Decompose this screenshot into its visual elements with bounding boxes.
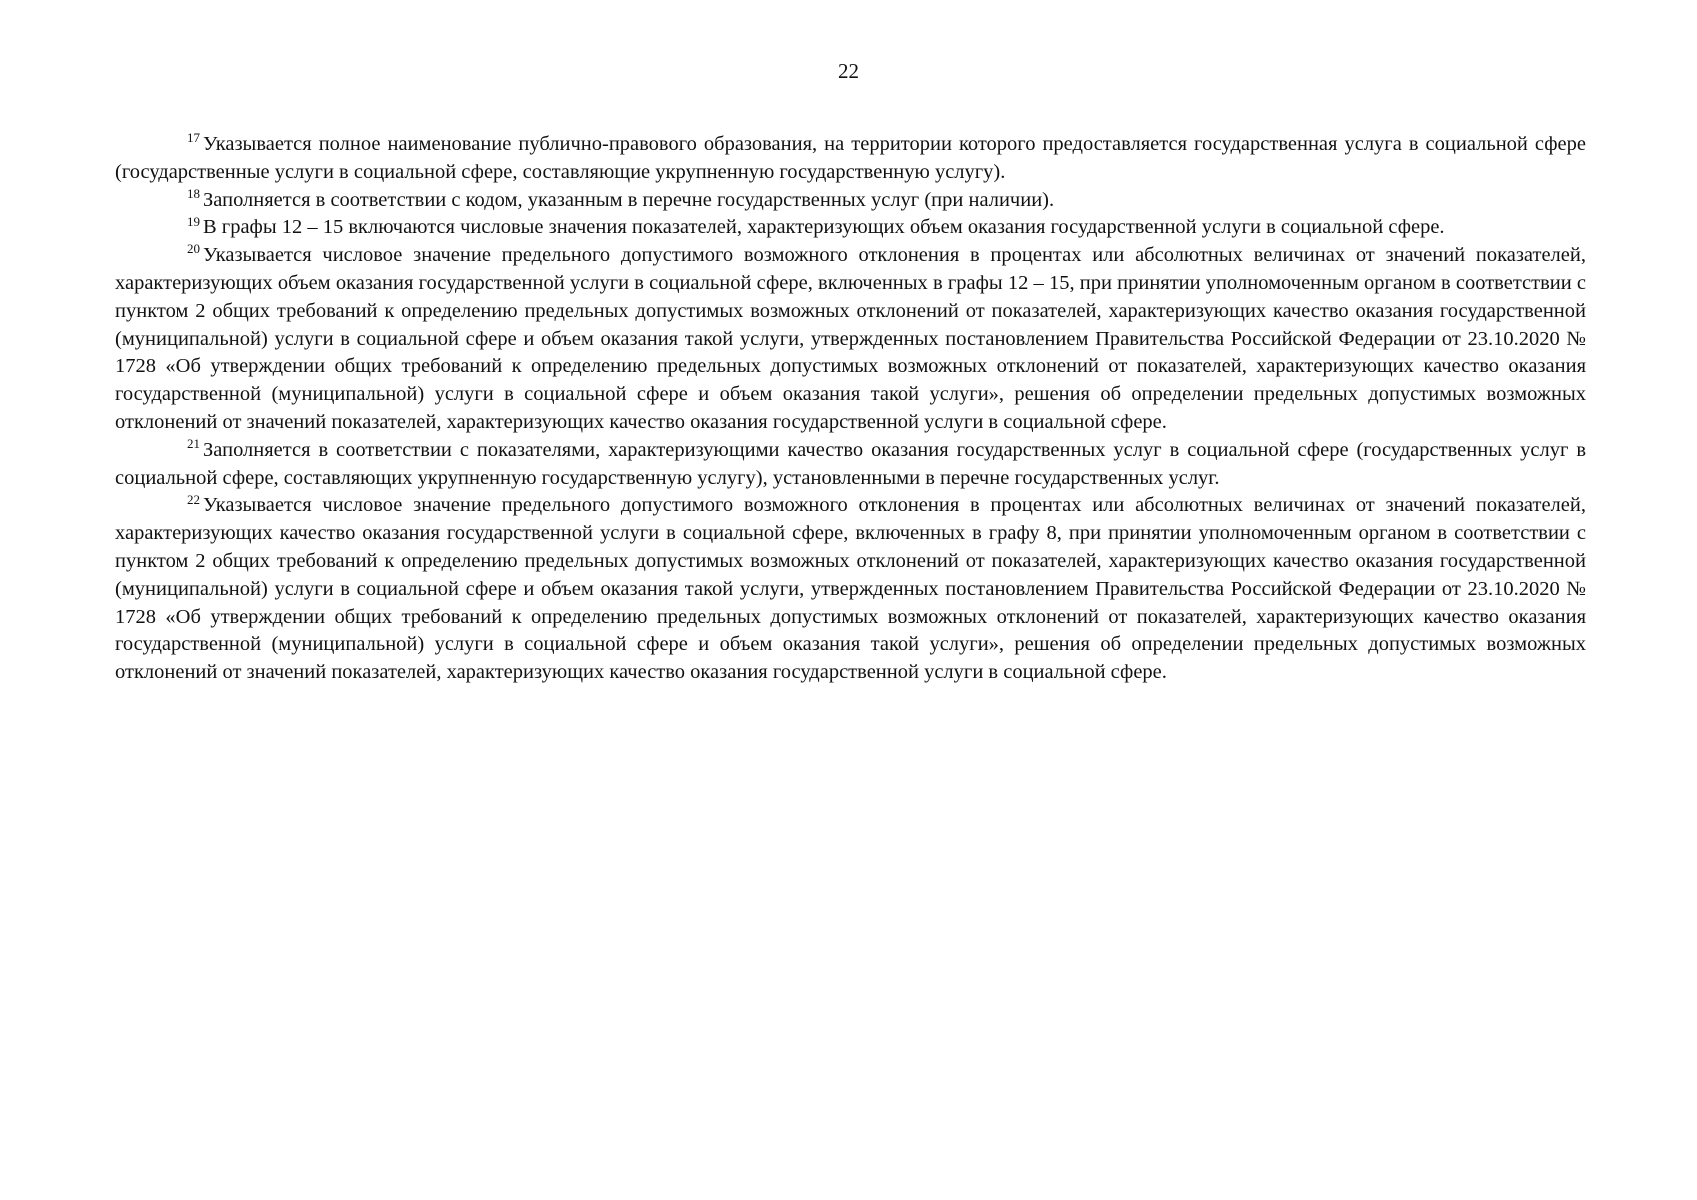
footnote-text: Указывается полное наименование публично-правового образования, на территории которого предоставляется государственная услуга в социальной сфере (государственные услуги в социальной сфере, составляющие укрупненную государственную услугу).: [115, 133, 1586, 183]
footnote-19: [115, 214, 1586, 242]
footnote-22: [115, 492, 1586, 687]
footnote-21: [115, 437, 1586, 493]
footnote-marker: 18: [187, 185, 200, 201]
footnote-text: В графы 12 – 15 включаются числовые значения показателей, характеризующих объем оказания государственной услуги в социальной сфере.: [203, 216, 1445, 239]
page-number: 22: [838, 59, 859, 83]
footnotes-section: [115, 131, 1586, 687]
footnote-text: Указывается числовое значение предельного допустимого возможного отклонения в процентах или абсолютных величинах от значений показателей, характеризующих объем оказания государственной услуги в социальной сфере, включенных в графы 12 – 15, при принятии уполномоченным органом в соответствии с пунктом 2 общих требований к определению предельных допустимых возможных отклонений от показателей, характеризующих качество оказания государственной (муниципальной) услуги в социальной сфере и объем оказания такой услуги, утвержденных постановлением Правительства Российской Федерации от 23.10.2020 № 1728 «Об утверждении общих требований к определению предельных допустимых возможных отклонений от показателей, характеризующих качество оказания государственной (муниципальной) услуги в социальной сфере и объем оказания такой услуги», решения об определении предельных допустимых возможных отклонений от значений показателей, характеризующих качество оказания государственной услуги в социальной сфере.: [115, 244, 1586, 433]
footnote-text: Указывается числовое значение предельного допустимого возможного отклонения в процентах или абсолютных величинах от значений показателей, характеризующих качество оказания государственной услуги в социальной сфере, включенных в графу 8, при принятии уполномоченным органом в соответствии с пунктом 2 общих требований к определению предельных допустимых возможных отклонений от показателей, характеризующих качество оказания государственной (муниципальной) услуги в социальной сфере и объем оказания такой услуги, утвержденных постановлением Правительства Российской Федерации от 23.10.2020 № 1728 «Об утверждении общих требований к определению предельных допустимых возможных отклонений от показателей, характеризующих качество оказания государственной (муниципальной) услуги в социальной сфере и объем оказания такой услуги», решения об определении предельных допустимых возможных отклонений от значений показателей, характеризующих качество оказания государственной услуги в социальной сфере.: [115, 494, 1586, 684]
footnote-marker: 21: [187, 435, 200, 451]
footnote-marker: 19: [187, 213, 200, 229]
footnote-20: [115, 242, 1586, 437]
footnote-marker: 20: [187, 241, 200, 257]
footnote-17: [115, 131, 1586, 187]
footnote-text: Заполняется в соответствии с кодом, указанным в перечне государственных услуг (при наличии).: [203, 188, 1055, 211]
footnote-text: Заполняется в соответствии с показателями, характеризующими качество оказания государственных услуг в социальной сфере (государственных услуг в социальной сфере, составляющих укрупненную государственную услугу), установленными в перечне государственных услуг.: [115, 438, 1586, 489]
footnote-18: [115, 187, 1586, 215]
footnote-marker: 22: [187, 491, 200, 507]
footnote-marker: 17: [187, 130, 200, 146]
